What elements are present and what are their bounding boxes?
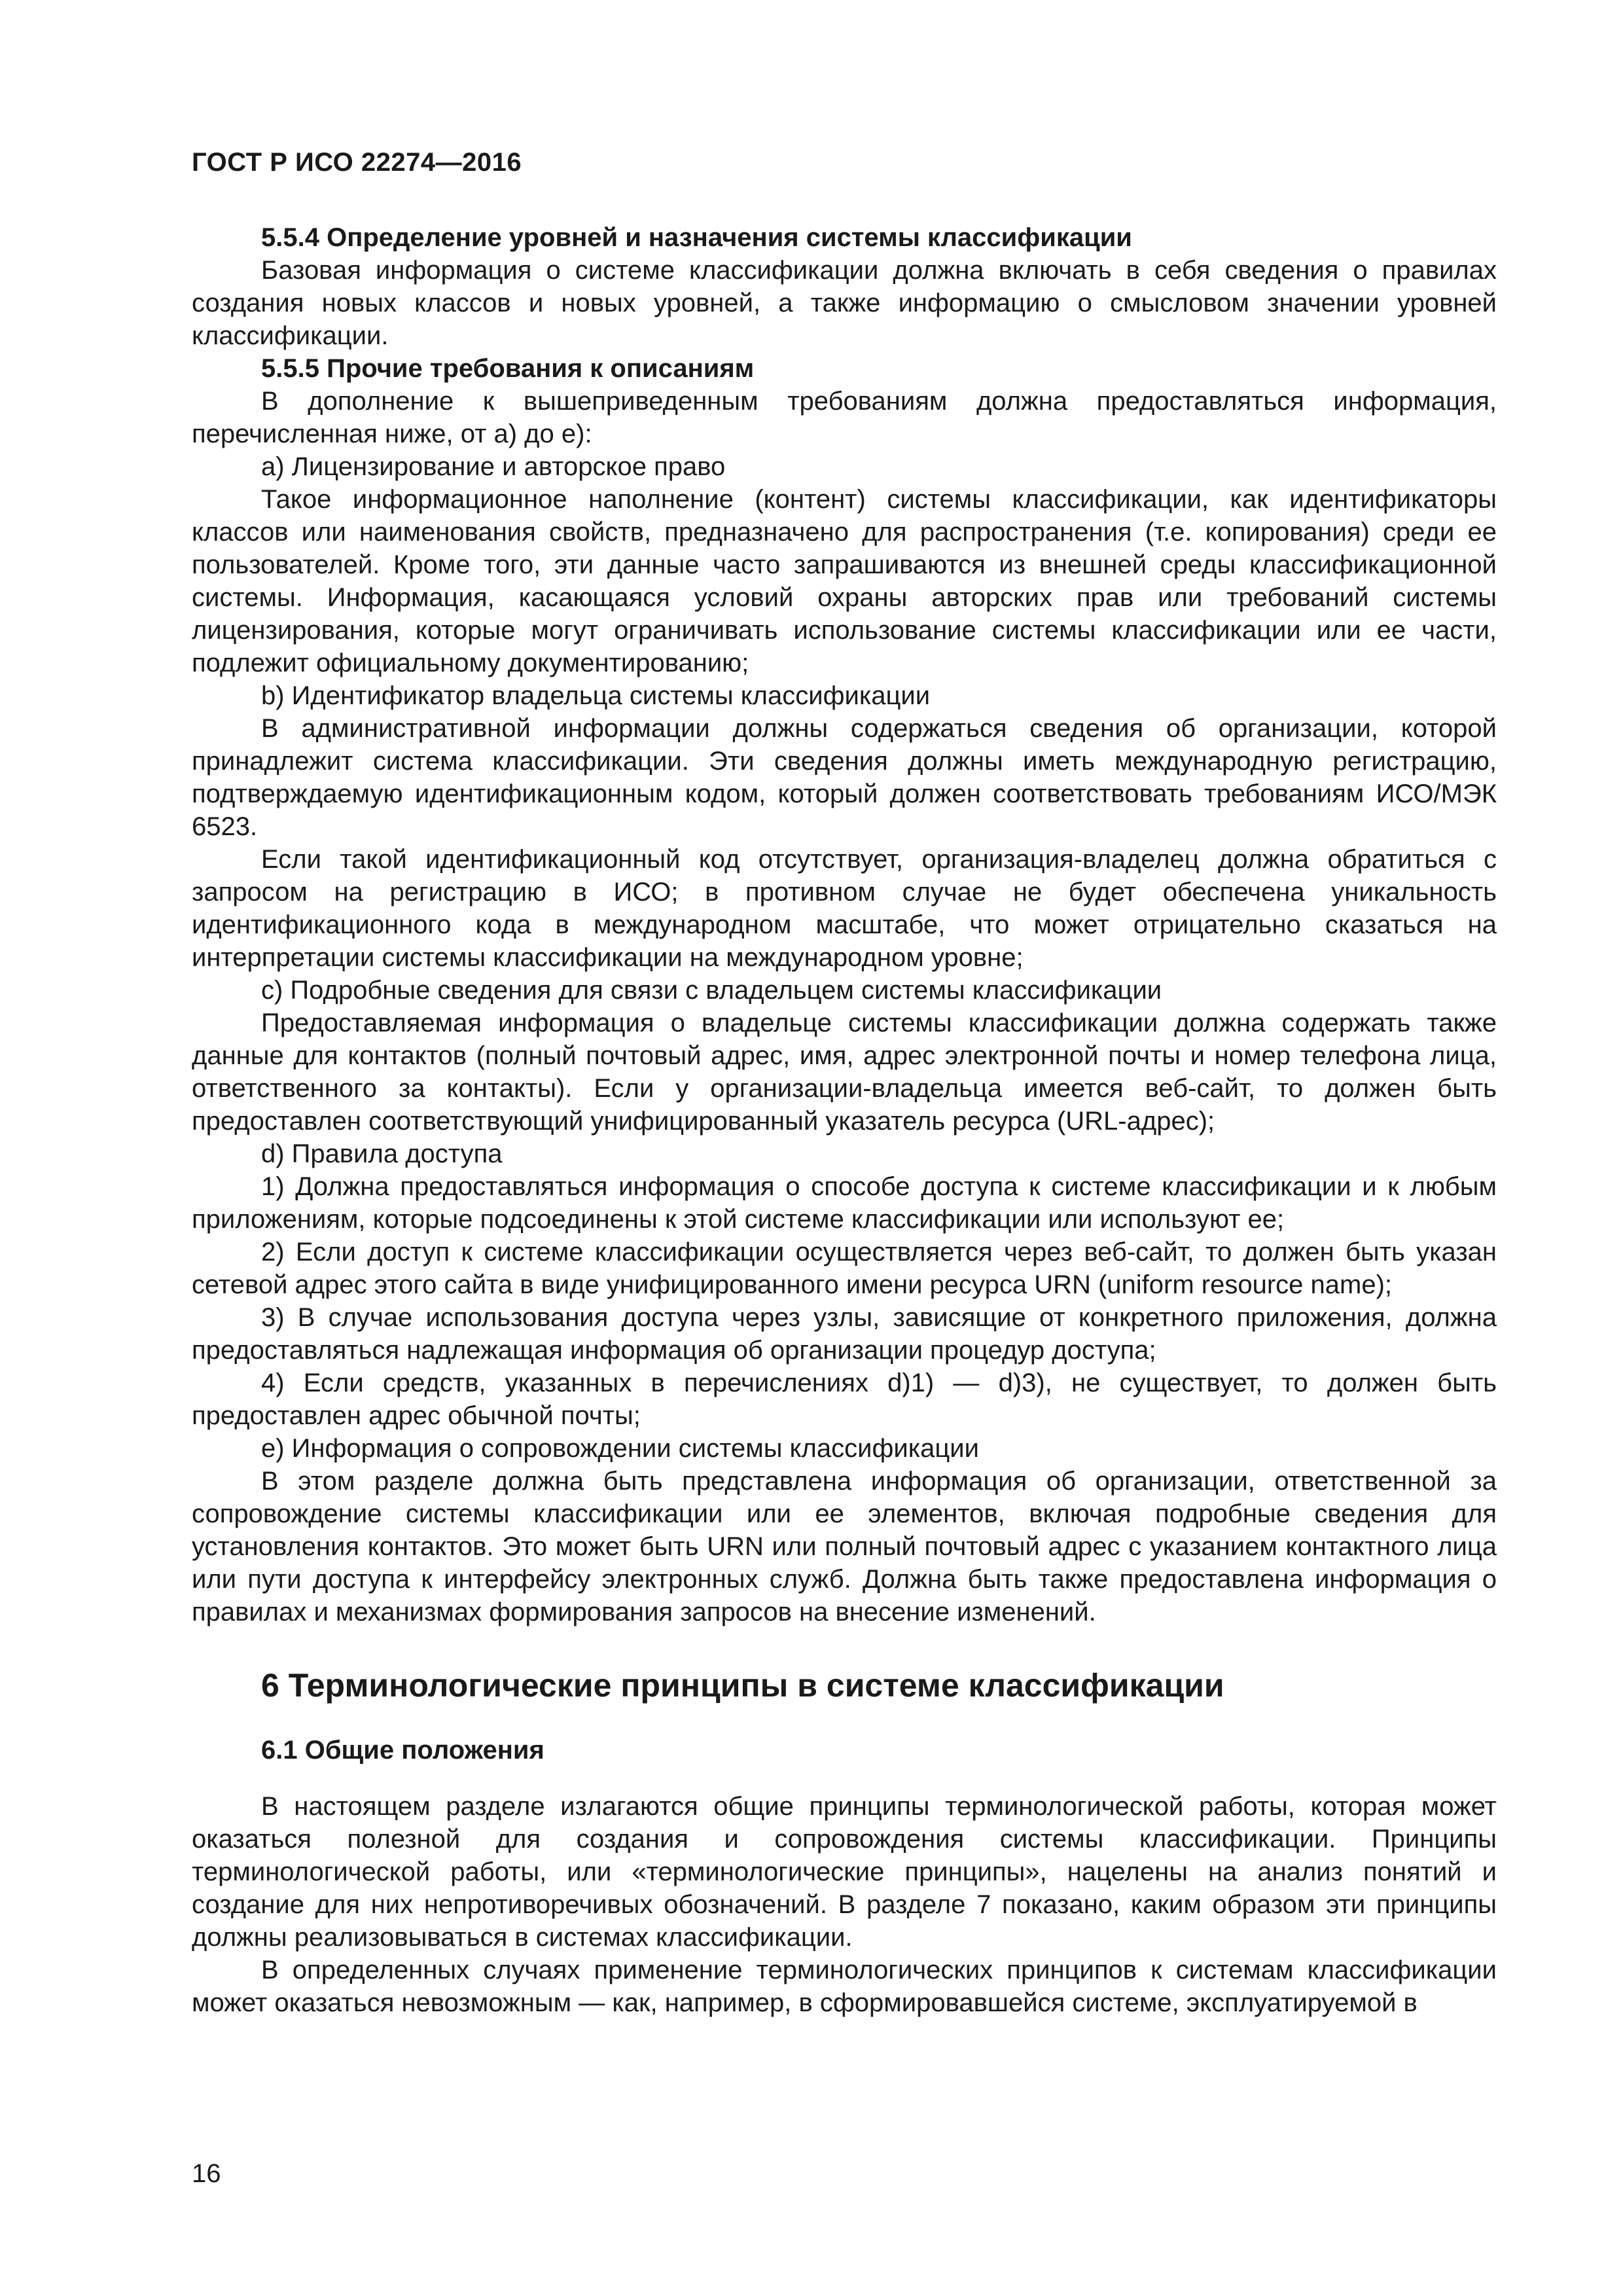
paragraph: В дополнение к вышеприведенным требованиям должна предоставляться информация, перечисленная ниже, от а) до е): <box>192 387 1497 448</box>
sub-item-d1: 1) Должна предоставляться информация о способе доступа к системе классификации и к любым приложениям, которые подсоединены к этой системе классификации или используют ее; <box>192 1172 1497 1234</box>
sub-item-d3: 3) В случае использования доступа через узлы, зависящие от конкретного приложения, должна предоставляться надлежащая информация об организации процедур доступа; <box>192 1303 1497 1365</box>
paragraph: В этом разделе должна быть представлена информация об организации, ответственной за сопровождение системы классификации или ее элементов, включая подробные сведения для установления контактов. Это может быть URN или полный почтовый адрес с указанием контактного лица или пути доступа к интерфейсу электронных служб. Должна быть также предоставлена информация о правилах и механизмах формирования запросов на внесение изменений. <box>192 1467 1497 1626</box>
list-item-e: е) Информация о сопровождении системы классификации <box>261 1434 979 1463</box>
section-6-title: 6 Терминологические принципы в системе классификации <box>261 1667 1224 1704</box>
paragraph: В настоящем разделе излагаются общие принципы терминологической работы, которая может оказаться полезной для создания и сопровождения системы классификации. Принципы терминологической работы, или «терминологические принципы», нацелены на анализ понятий и создание для них непротиворечивых обозначений. В разделе 7 показано, каким образом эти принципы должны реализовываться в системах классификации. <box>192 1792 1497 1952</box>
list-item-a: а) Лицензирование и авторское право <box>261 452 726 481</box>
paragraph: Базовая информация о системе классификации должна включать в себя сведения о правилах создания новых классов и новых уровней, а также информацию о смысловом значении уровней классификации. <box>192 256 1497 350</box>
paragraph: Если такой идентификационный код отсутствует, организация-владелец должна обратиться с запросом на регистрацию в ИСО; в противном случае не будет обеспечена уникальность идентификационного кода в международном масштабе, что может отрицательно сказаться на интерпретации системы классификации на международном уровне; <box>192 845 1497 972</box>
document-body <box>192 221 1497 2019</box>
paragraph: В административной информации должны содержаться сведения об организации, которой принадлежит система классификации. Эти сведения должны иметь международную регистрацию, подтверждаемую идентификационным кодом, который должен соответствовать требованиям ИСО/МЭК 6523. <box>192 714 1497 841</box>
list-item-c: с) Подробные сведения для связи с владельцем системы классификации <box>261 976 1162 1005</box>
list-item-b: b) Идентификатор владельца системы классификации <box>261 681 931 710</box>
document-header: ГОСТ Р ИСО 22274—2016 <box>192 148 522 177</box>
paragraph: Предоставляемая информация о владельце системы классификации должна содержать также данные для контактов (полный почтовый адрес, имя, адрес электронной почты и номер телефона лица, ответственного за контакты). Если у организации-владельца имеется веб-сайт, то должен быть предоставлен соответствующий унифицированный указатель ресурса (URL-адрес); <box>192 1009 1497 1136</box>
section-5-5-5-title: 5.5.5 Прочие требования к описаниям <box>261 354 755 383</box>
page-number: 16 <box>192 2159 221 2188</box>
sub-item-d4: 4) Если средств, указанных в перечислениях d)1) — d)3), не существует, то должен быть предоставлен адрес обычной почты; <box>192 1369 1497 1430</box>
document-page <box>192 0 1497 2296</box>
sub-item-d2: 2) Если доступ к системе классификации осуществляется через веб-сайт, то должен быть указан сетевой адрес этого сайта в виде унифицированного имени ресурса URN (uniform resource name); <box>192 1238 1497 1299</box>
paragraph: Такое информационное наполнение (контент) системы классификации, как идентификаторы классов или наименования свойств, предназначено для распространения (т.е. копирования) среди ее пользователей. Кроме того, эти данные часто запрашиваются из внешней среды классификационной системы. Информация, касающаяся условий охраны авторских прав или требований системы лицензирования, которые могут ограничивать использование системы классификации или ее части, подлежит официальному документированию; <box>192 485 1497 677</box>
section-6-1-title: 6.1 Общие положения <box>261 1736 544 1765</box>
section-5-5-4-title: 5.5.4 Определение уровней и назначения системы классификации <box>261 223 1132 252</box>
list-item-d: d) Правила доступа <box>261 1139 503 1168</box>
paragraph: В определенных случаях применение терминологических принципов к системам классификации может оказаться невозможным — как, например, в сформировавшейся системе, эксплуатируемой в <box>192 1956 1497 2017</box>
